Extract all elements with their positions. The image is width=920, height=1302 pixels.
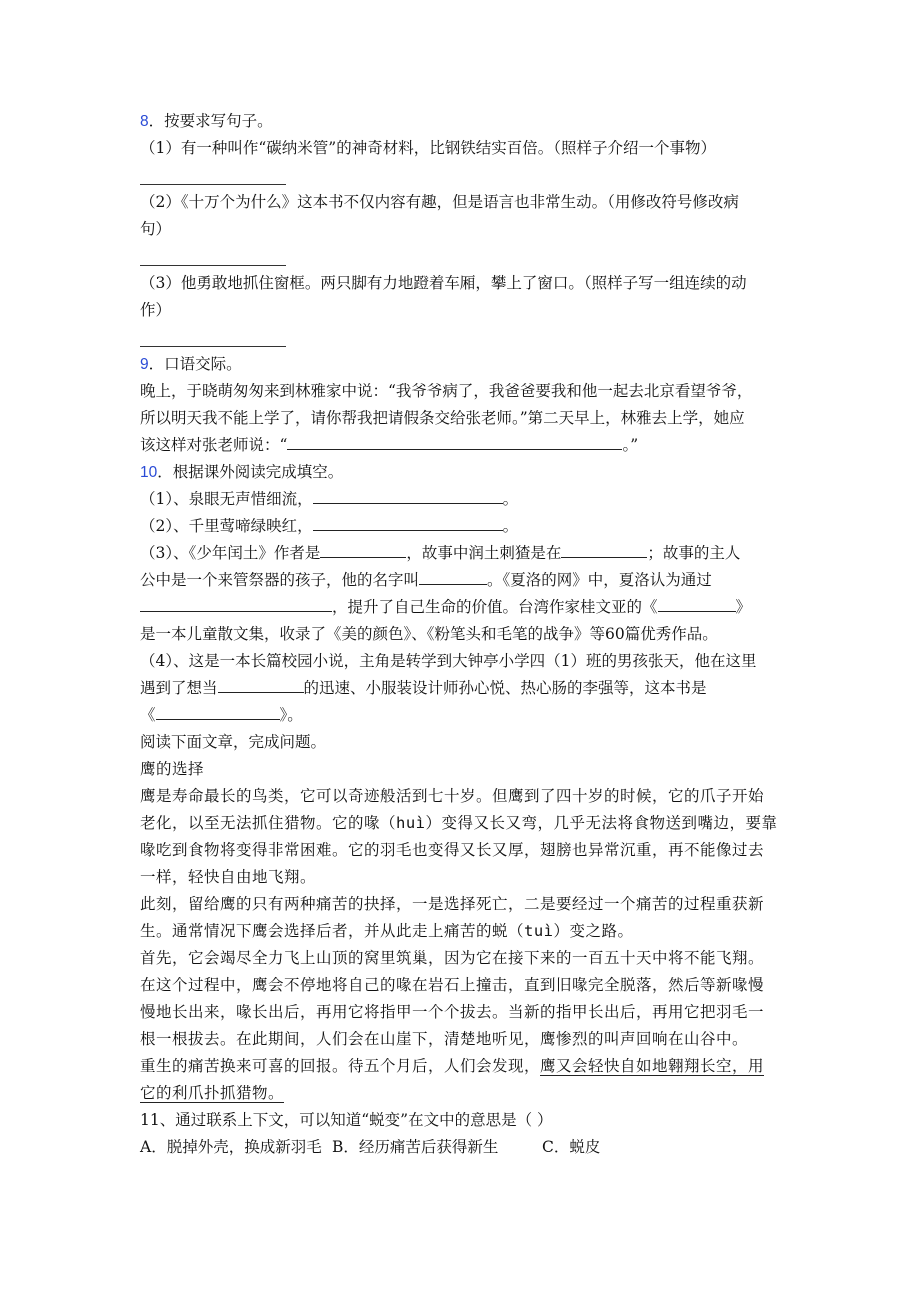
q8-answer-line-3[interactable] [140,324,286,347]
q10-part1-text: （1）、泉眼无声惜细流， [140,490,313,508]
reading-sentence-4: 一样，轻快自由地飞翔。 [140,868,317,886]
q10-part3-name-blank[interactable] [419,568,487,585]
q9-answer-blank[interactable] [287,433,622,450]
q10-part3-method-blank[interactable] [140,595,332,612]
reading-sentence-3: 喙吃到食物将变得非常困难。它的羽毛也变得又长又厚，翅膀也异常沉重，再不能像过去 [140,841,765,859]
q11-option-b[interactable]: B．经历痛苦后获得新生 [332,1138,499,1156]
reading-sentence-12 [140,1080,790,1107]
q10-part4-book-blank[interactable] [156,703,280,720]
q10-heading [140,459,790,486]
q11-stem: 11、通过联系上下文，可以知道“蜕变”在文中的意思是（ ） [140,1111,553,1129]
q10-part4-text-d: 《 [140,706,156,724]
q10-number: 10 [140,464,158,481]
q10-part1 [140,486,790,513]
q10-part3-text-f: ，提升了自己生命的价值。台湾作家桂文亚的《 [332,598,658,616]
q11-option-a[interactable]: A．脱掉外壳，换成新羽毛 [140,1138,322,1156]
q10-part3-text-d: 公中是一个来管祭器的孩子，他的名字叫 [140,571,420,589]
reading-sentence-7: 首先，它会竭尽全力飞上山顶的窝里筑巢，因为它在接下来的一百五十天中将不能飞翔。 [140,949,765,967]
reading-intro: 阅读下面文章，完成问题。 [140,733,327,751]
q8-item3-line1: （3）他勇敢地抓住窗框。两只脚有力地蹬着车厢，攀上了窗口。（照样子写一组连续的动 [140,274,747,292]
q10-part3-text-a: （3）、《少年闰土》作者是 [140,544,321,562]
reading-sentence-6: 生。通常情况下鹰会选择后者，并从此走上痛苦的蜕（tuì）变之路。 [140,922,634,940]
reading-sentence-5: 此刻，留给鹰的只有两种痛苦的抉择，一是选择死亡，二是要经过一个痛苦的过程重获新 [140,895,765,913]
reading-sentence-8: 在这个过程中，鹰会不停地将自己的喙在岩石上撞击，直到旧喙完全脱落，然后等新喙慢 [140,976,765,994]
q8-item2-line1: （2）《十万个为什么》这本书不仅内容有趣，但是语言也非常生动。（用修改符号修改病 [140,193,739,211]
reading-sentence-9: 慢地长出来，喙长出后，再用它将指甲一个个拔去。当新的指甲长出后，再用它把羽毛一 [140,1003,765,1021]
q11-options [140,1134,790,1161]
q8-item2-line2: 句） [140,220,172,238]
q9-title: ．口语交际。 [148,355,242,373]
q10-part4-line1: （4）、这是一本长篇校园小说，主角是转学到大钟亭小学四（1）班的男孩张天，他在这里 [140,652,757,670]
q10-part3-line4: 是一本儿童散文集，收录了《美的颜色》、《粉笔头和毛笔的战争》等60篇优秀作品。 [140,625,718,643]
q10-part3-line2 [140,567,790,594]
reading-title: 鹰的选择 [140,760,205,778]
q10-part3-text-e: 。《夏洛的网》中，夏洛认为通过 [487,571,712,589]
q9-line3-prefix: 该这样对张老师说：“ [140,436,288,454]
reading-underlined-part-1: 鹰又会轻快自如地翱翔长空，用 [540,1057,765,1075]
q10-part1-blank[interactable] [313,487,503,504]
q10-part4-line3 [140,702,790,729]
q10-part2-blank[interactable] [313,514,503,531]
q9-line3-suffix: 。” [622,436,639,454]
q8-item3-line2: 作） [140,301,172,319]
reading-sentence-2: 老化，以至无法抓住猎物。它的喙（huì）变得又长又弯，几乎无法将食物送到嘴边，要靠 [140,814,778,832]
q10-part3-text-c: ；故事的主人 [647,544,741,562]
q10-part4-text-b: 遇到了想当 [140,679,218,697]
q9-number: 9 [140,356,149,373]
q10-part2 [140,513,790,540]
q8-item1: （1）有一种叫作“碳纳米管”的神奇材料，比钢铁结实百倍。（照样子介绍一个事物） [140,139,716,157]
q10-part1-end: 。 [502,490,519,508]
q10-part3-line1 [140,540,790,567]
q8-number: 8 [140,113,149,130]
reading-sentence-11a: 重生的痛苦换来可喜的回报。待五个月后，人们会发现， [140,1057,541,1075]
q10-part2-text: （2）、千里莺啼绿映红， [140,517,313,535]
q10-part4-text-e: 》。 [279,706,303,724]
q10-part3-text-g: 》 [735,598,752,616]
q9-text-line3 [140,432,790,459]
q8-answer-line-1[interactable] [140,162,286,185]
q10-part4-line2 [140,675,790,702]
q10-part3-book-blank[interactable] [658,595,736,612]
reading-underlined-part-2: 它的利爪扑抓猎物。 [140,1084,285,1102]
reading-sentence-11 [140,1053,790,1080]
q10-part4-dream-blank[interactable] [218,676,304,693]
q8-heading [140,108,790,135]
q10-part3-line3 [140,594,790,621]
q11-option-c[interactable]: C．蜕皮 [542,1138,601,1156]
q10-part2-end: 。 [502,517,519,535]
q10-part3-place-blank[interactable] [561,541,647,558]
q9-text-line1: 晚上，于晓萌匆匆来到林雅家中说：“我爷爷病了，我爸爸要我和他一起去北京看望爷爷， [140,382,753,400]
q10-part4-text-c: 的迅速、小服装设计师孙心悦、热心肠的李强等，这本书是 [303,679,707,697]
q8-title: ．按要求写句子。 [148,112,273,130]
worksheet-page [140,108,790,1161]
reading-sentence-10: 根一根拔去。在此期间，人们会在山崖下，清楚地听见，鹰惨烈的叫声回响在山谷中。 [140,1030,749,1048]
q8-answer-line-2[interactable] [140,243,286,266]
q9-heading [140,351,790,378]
q10-part3-author-blank[interactable] [320,541,406,558]
reading-sentence-1: 鹰是寿命最长的鸟类，它可以奇迹般活到七十岁。但鹰到了四十岁的时候，它的爪子开始 [140,787,765,805]
q10-title: ．根据课外阅读完成填空。 [157,463,344,481]
q9-text-line2: 所以明天我不能上学了，请你帮我把请假条交给张老师。”第二天早上，林雅去上学，她应 [140,409,745,427]
q10-part3-text-b: ，故事中润土刺猹是在 [406,544,562,562]
